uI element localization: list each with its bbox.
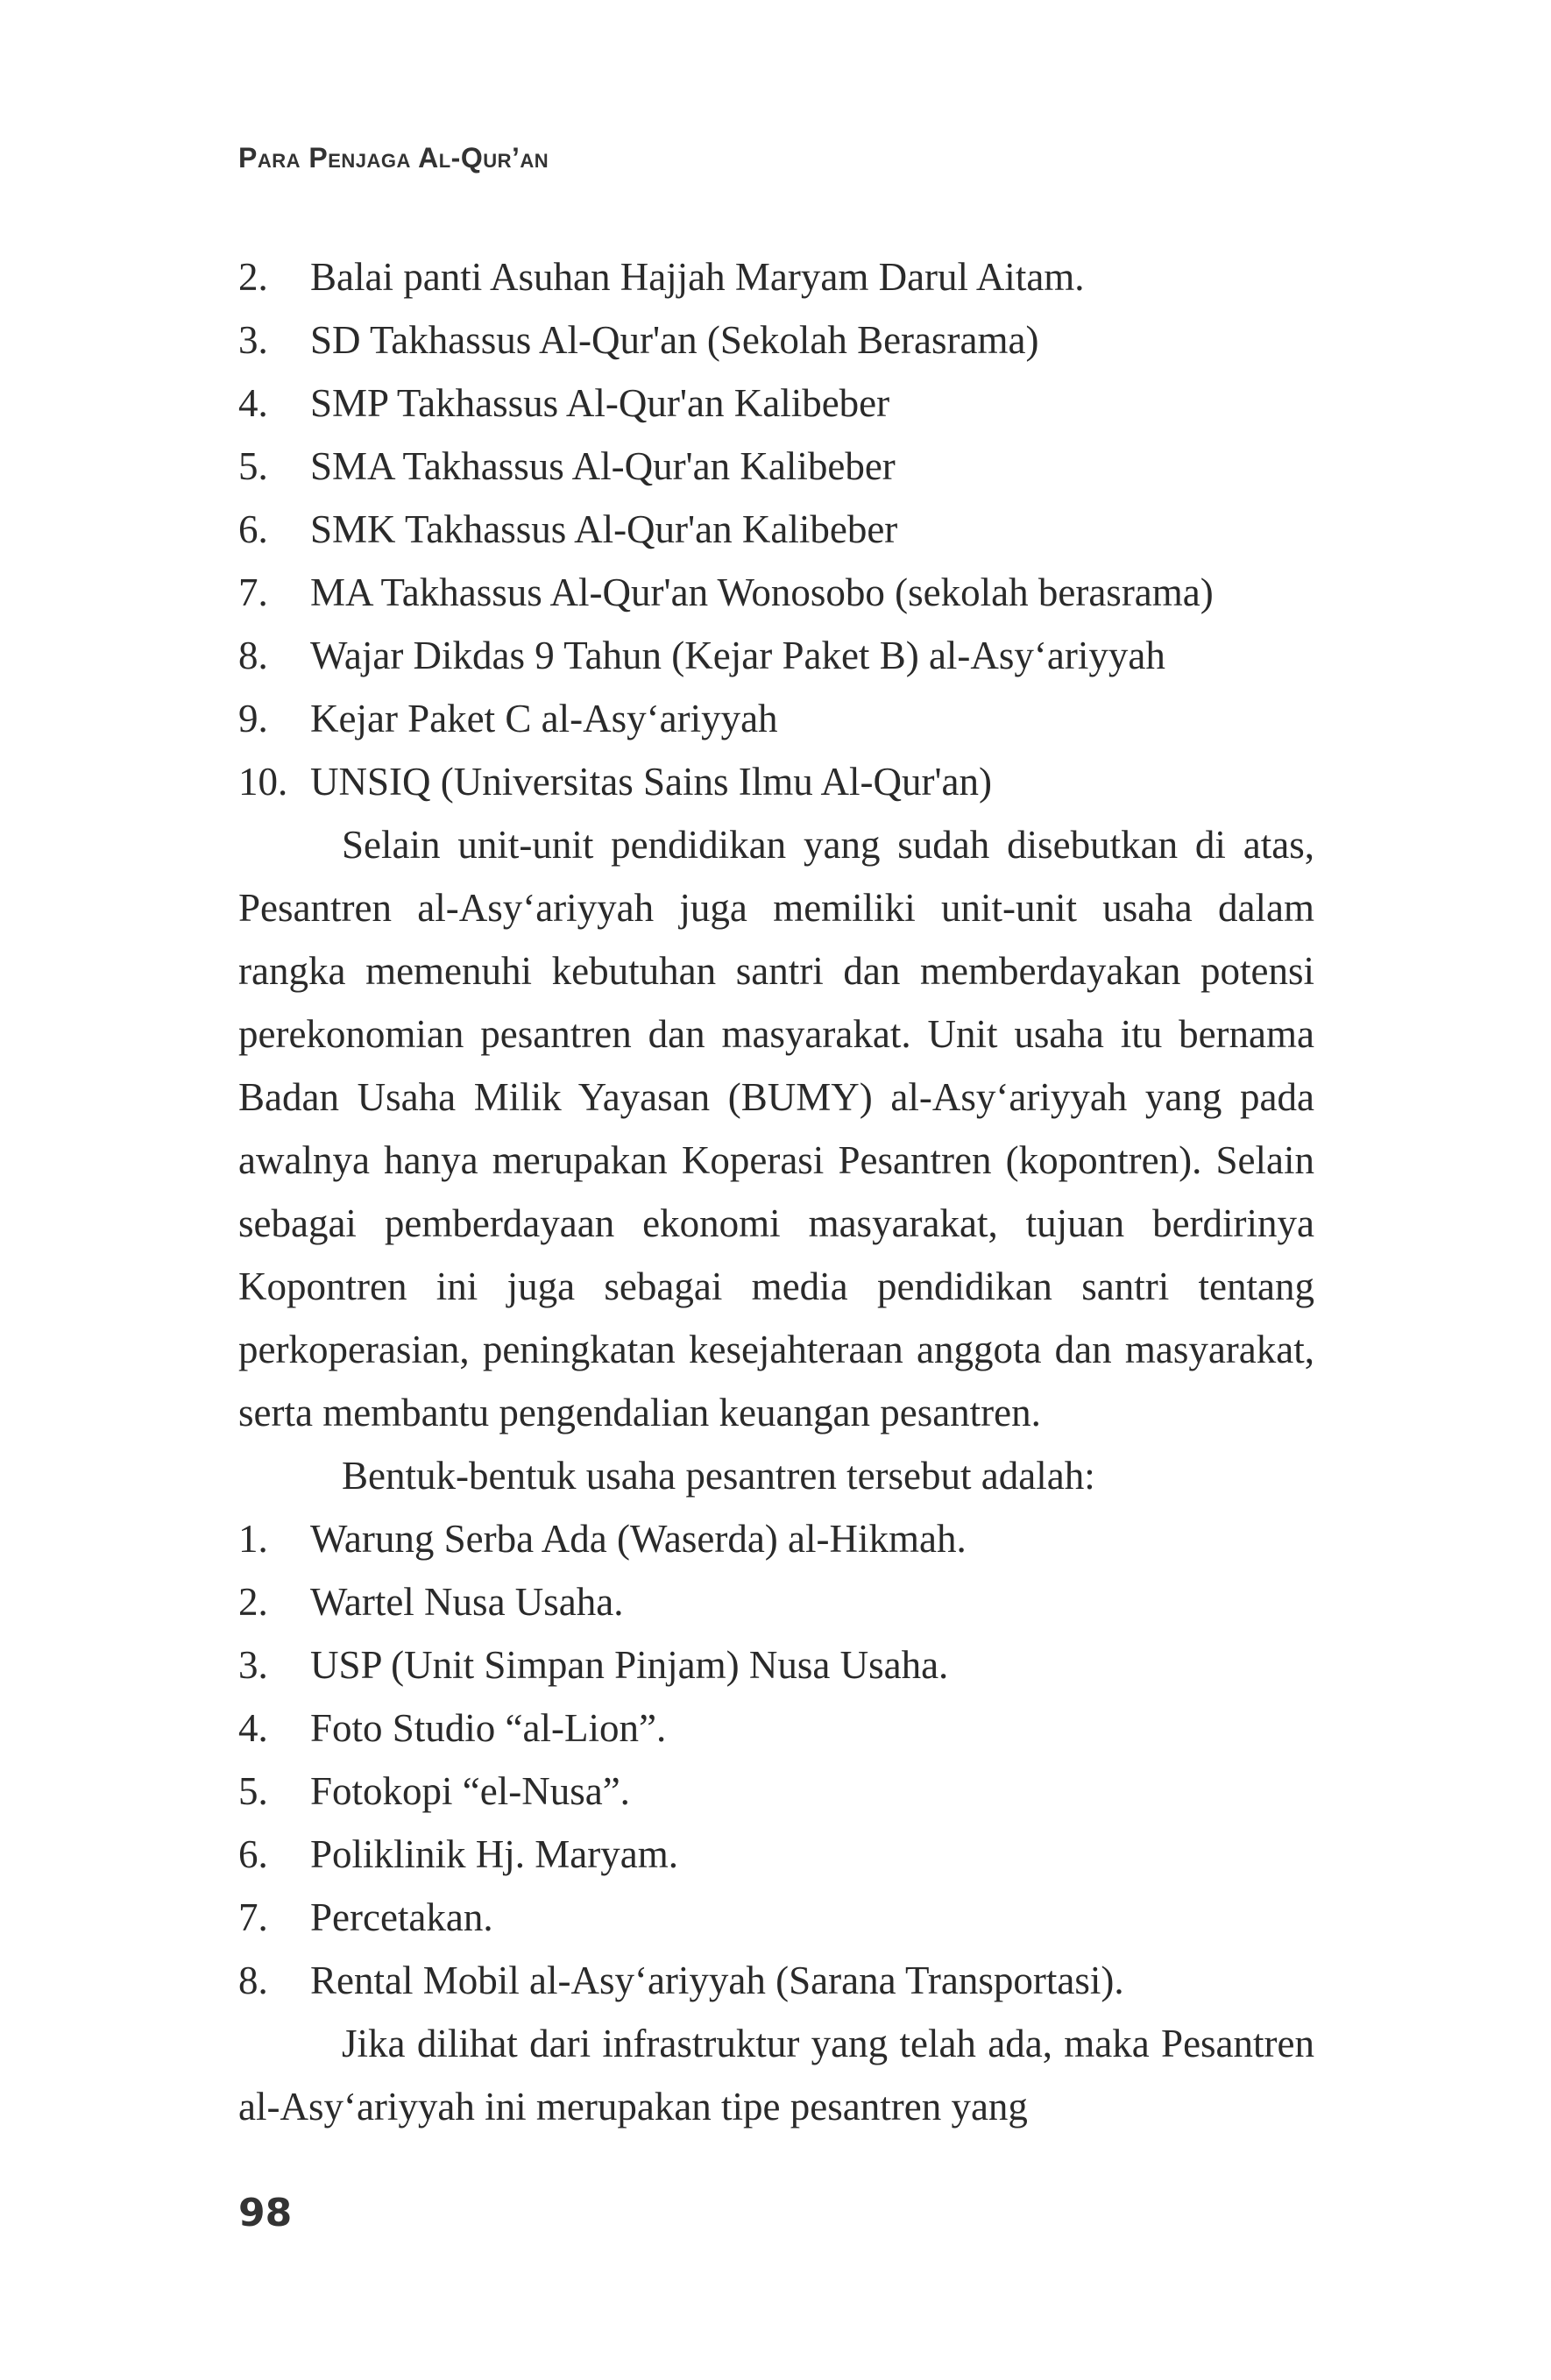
list-item (238, 750, 1314, 813)
list-item (238, 1823, 1314, 1886)
list-lead-in: Bentuk-bentuk usaha pesantren tersebut adalah: (342, 1454, 1095, 1498)
list-item (238, 435, 1314, 498)
list-item-text: UNSIQ (Universitas Sains Ilmu Al-Qur'an) (310, 760, 993, 804)
list-item-text: Wajar Dikdas 9 Tahun (Kejar Paket B) al-Asy‘ariyyah (310, 634, 1165, 677)
list-item-text: Warung Serba Ada (Waserda) al-Hikmah. (310, 1517, 967, 1561)
list-item-number: 2. (238, 255, 268, 299)
list-item (238, 1633, 1314, 1696)
list-item (238, 1949, 1314, 2012)
list-item (238, 1696, 1314, 1760)
list-item-text: Rental Mobil al-Asy‘ariyyah (Sarana Transportasi). (310, 1959, 1124, 2002)
list-item (238, 308, 1314, 372)
list-item (238, 372, 1314, 435)
list-item-number: 5. (238, 1769, 268, 1813)
page-body (238, 245, 1314, 2138)
list-item-number: 7. (238, 1895, 268, 1939)
list-item-number: 3. (238, 318, 268, 362)
list-item-number: 4. (238, 1706, 268, 1750)
list-item-number: 3. (238, 1643, 268, 1687)
list-item-number: 10. (238, 760, 288, 804)
list-item (238, 498, 1314, 561)
list-item-text: SMA Takhassus Al-Qur'an Kalibeber (310, 444, 896, 488)
list-item-number: 8. (238, 1959, 268, 2002)
list-item-text: Wartel Nusa Usaha. (310, 1580, 624, 1624)
list-item (238, 1507, 1314, 1570)
list-item-text: Foto Studio “al-Lion”. (310, 1706, 667, 1750)
list-item-text: Balai panti Asuhan Hajjah Maryam Darul Aitam. (310, 255, 1085, 299)
body-paragraph: Jika dilihat dari infrastruktur yang telah ada, maka Pesantren al-Asy‘ariyyah ini merupakan tipe pesantren yang (238, 2022, 1314, 2129)
list-item-text: Percetakan. (310, 1895, 493, 1939)
list-item-text: Fotokopi “el-Nusa”. (310, 1769, 630, 1813)
list-item-number: 2. (238, 1580, 268, 1624)
education-unit-list (238, 245, 1314, 813)
list-item-number: 6. (238, 507, 268, 551)
list-item-text: SMK Takhassus Al-Qur'an Kalibeber (310, 507, 898, 551)
list-item (238, 245, 1314, 308)
business-unit-list (238, 1507, 1314, 2012)
list-item-number: 5. (238, 444, 268, 488)
list-item-number: 7. (238, 570, 268, 614)
list-item-text: Poliklinik Hj. Maryam. (310, 1832, 678, 1876)
body-paragraph: Selain unit-unit pendidikan yang sudah disebutkan di atas, Pesantren al-Asy‘ariyyah juga memiliki unit-unit usaha dalam rangka memenuhi kebutuhan santri dan memberdayakan potensi perekonomian pesantren dan masyarakat. Unit usaha itu bernama Badan Usaha Milik Yayasan (BUMY) al-​Asy‘ariyyah yang pada awalnya hanya merupakan Koperasi Pesantren (kopontren). Selain sebagai pemberdayaan ekonomi masyarakat, tujuan berdirinya Kopontren ini juga sebagai media pendidikan santri tentang perkoperasian, peningkatan kesejahteraan anggota dan masyarakat, serta membantu pengendalian keuangan pesantren. (238, 823, 1314, 1434)
running-header: Para Penjaga Al-Qur’an (238, 142, 549, 174)
list-item-text: MA Takhassus Al-Qur'an Wonosobo (sekolah berasrama) (310, 570, 1214, 614)
list-item (238, 687, 1314, 750)
list-item-number: 6. (238, 1832, 268, 1876)
list-item-number: 4. (238, 381, 268, 425)
list-item (238, 1886, 1314, 1949)
list-item (238, 1570, 1314, 1633)
list-item-text: SMP Takhassus Al-Qur'an Kalibeber (310, 381, 890, 425)
list-item (238, 624, 1314, 687)
list-item-text: SD Takhassus Al-Qur'an (Sekolah Berasrama) (310, 318, 1039, 362)
list-item-text: Kejar Paket C al-Asy‘ariyyah (310, 697, 778, 740)
list-item (238, 1760, 1314, 1823)
list-item-number: 9. (238, 697, 268, 740)
list-item-number: 8. (238, 634, 268, 677)
page-number: 98 (238, 2191, 293, 2235)
list-item-text: USP (Unit Simpan Pinjam) Nusa Usaha. (310, 1643, 949, 1687)
list-item-number: 1. (238, 1517, 268, 1561)
list-item (238, 561, 1314, 624)
